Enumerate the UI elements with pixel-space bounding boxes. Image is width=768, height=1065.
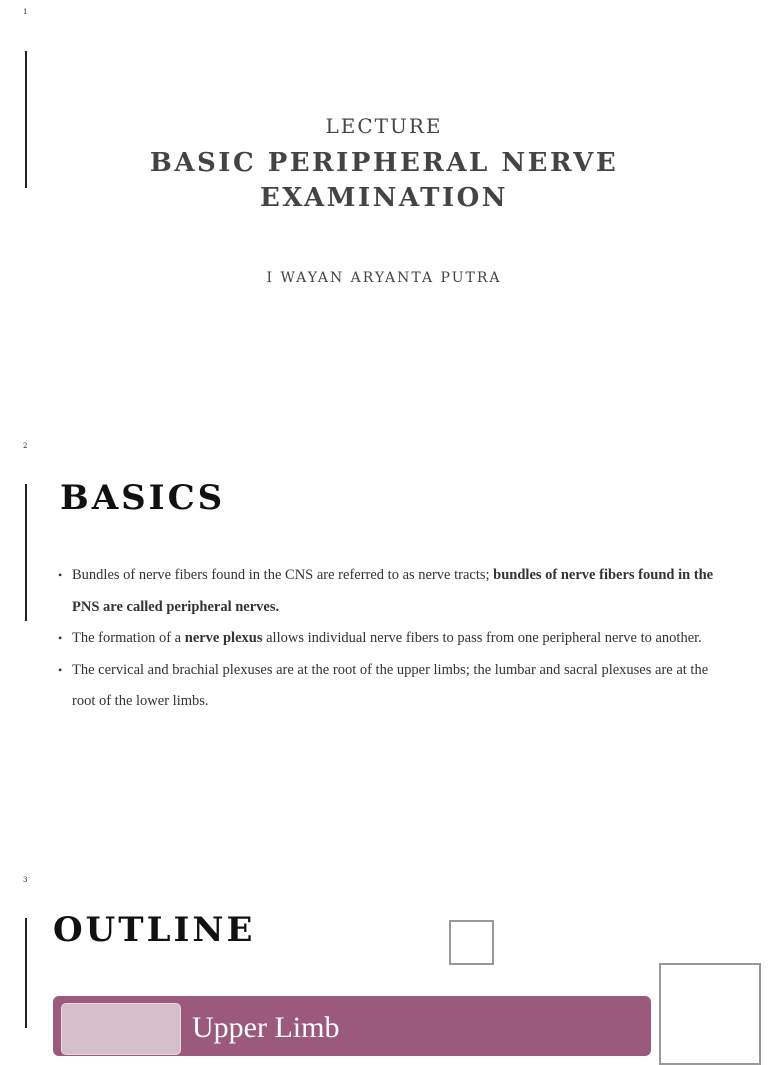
slide-number: 3: [23, 876, 28, 884]
bullet-item: [58, 655, 718, 718]
image-placeholder-small: [449, 920, 494, 965]
bullet-text: The formation of a: [72, 630, 185, 646]
bullet-bold-text: bundles of nerve fibers found in the PNS are called peripheral nerves.: [72, 567, 714, 615]
bullet-text-after: allows individual nerve fibers to pass from one peripheral nerve to another.: [262, 630, 702, 646]
slide-title: OUTLINE: [53, 910, 256, 950]
slide-title: BASICS: [60, 478, 226, 518]
slide-accent-bar: [25, 918, 27, 1028]
author-name: I WAYAN ARYANTA PUTRA: [266, 270, 502, 286]
bullet-item: [58, 560, 718, 623]
slide-2: [0, 434, 768, 868]
bullet-item: [58, 623, 718, 655]
bullet-bold-text: nerve plexus: [184, 630, 263, 646]
slide-accent-bar: [25, 484, 27, 621]
slide-1: [0, 0, 768, 434]
bullet-dot-icon: •: [58, 662, 63, 677]
slide-3: [0, 868, 768, 1044]
bullet-list: [58, 560, 718, 718]
bullet-dot-icon: •: [58, 568, 63, 582]
bullet-dot-icon: •: [58, 631, 63, 645]
lecture-title: BASIC PERIPHERAL NERVE EXAMINATION: [149, 148, 619, 213]
slide-number: 1: [23, 8, 28, 16]
outline-item-tab: [61, 1003, 181, 1055]
outline-item: [53, 996, 651, 1056]
image-placeholder-large: [659, 963, 761, 1065]
slide-number: 2: [23, 442, 28, 450]
bullet-text: The cervical and brachial plexuses are at the root of the upper limbs; the lumbar and sacral plexuses are at the root of the lower limbs.: [72, 661, 709, 709]
bullet-text: Bundles of nerve fibers found in the CNS are referred to as nerve tracts;: [72, 567, 494, 583]
lecture-label: LECTURE: [325, 114, 443, 138]
outline-item-label: Upper Limb: [192, 1011, 340, 1044]
